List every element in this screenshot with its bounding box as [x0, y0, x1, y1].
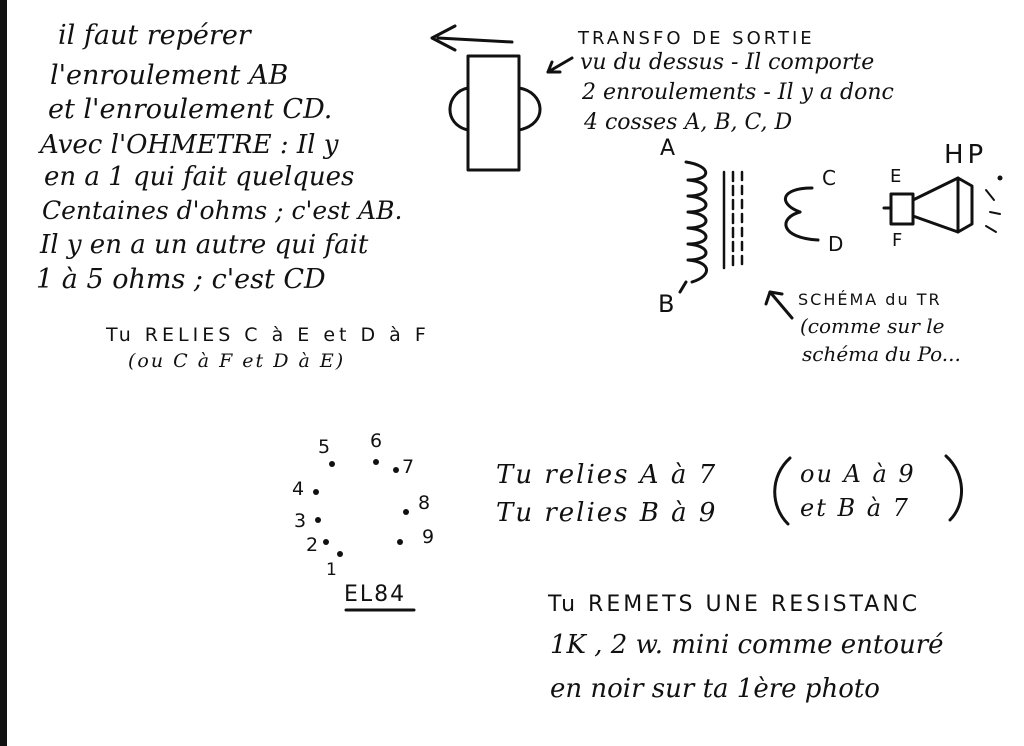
- pin-6: 6: [370, 430, 383, 452]
- wiring-alt-1: ou A à 9: [800, 460, 916, 488]
- transformer-core: [724, 172, 742, 268]
- note-line-5: en a 1 qui fait quelques: [44, 162, 355, 192]
- open-paren: [775, 458, 790, 524]
- schema-caption-3: schéma du Po...: [802, 342, 961, 366]
- note-line-1: il faut repérer: [58, 20, 251, 51]
- transfo-line-3: 2 enroulements - Il y a donc: [582, 80, 894, 105]
- label-f: F: [892, 230, 903, 251]
- pin-2: 2: [306, 534, 319, 556]
- note-line-8: 1 à 5 ohms ; c'est CD: [36, 264, 326, 295]
- pin-1: 1: [326, 560, 337, 580]
- primary-coil: [680, 162, 707, 292]
- transfo-title: TRANSFO DE SORTIE: [578, 28, 815, 49]
- pin-3: 3: [294, 510, 307, 532]
- note-line-2: l'enroulement AB: [50, 60, 289, 91]
- tube-name: EL84: [344, 582, 407, 607]
- left-arrow-icon: [432, 26, 512, 50]
- label-c: C: [822, 166, 836, 190]
- connect-line-2: (ou C à F et D à E): [128, 350, 346, 372]
- note-line-3: et l'enroulement CD.: [48, 94, 333, 125]
- pin-5: 5: [318, 436, 331, 458]
- wiring-line-2: Tu relies B à 9: [496, 498, 718, 528]
- transfo-line-4: 4 cosses A, B, C, D: [584, 110, 793, 135]
- schema-caption-1: SCHÉMA du TR: [798, 290, 942, 309]
- label-a: A: [660, 136, 676, 161]
- label-hp: HP: [944, 140, 988, 170]
- note-line-4: Avec l'OHMETRE : Il y: [40, 130, 339, 160]
- label-e: E: [890, 166, 902, 187]
- wiring-line-1: Tu relies A à 7: [496, 460, 718, 490]
- pin-4: 4: [292, 478, 305, 500]
- label-b: B: [658, 290, 675, 318]
- wiring-alt-2: et B à 7: [800, 494, 910, 522]
- resistor-line-1: Tu REMETS UNE RESISTANC: [548, 592, 921, 617]
- note-line-6: Centaines d'ohms ; c'est AB.: [42, 196, 403, 225]
- pin-7: 7: [402, 456, 415, 478]
- transformer-top-view: [450, 56, 540, 170]
- resistor-line-3: en noir sur ta 1ère photo: [550, 674, 880, 704]
- schema-caption-2: (comme sur le: [800, 314, 945, 338]
- pin-8: 8: [418, 492, 431, 514]
- speaker-sound-marks: [986, 190, 1000, 232]
- schema-pointer-arrow-icon: [766, 292, 792, 318]
- pointer-arrow-icon: [548, 58, 572, 72]
- label-d: D: [828, 232, 844, 256]
- resistor-line-2: 1K , 2 w. mini comme entouré: [550, 630, 944, 660]
- note-line-7: Il y en a un autre qui fait: [40, 230, 369, 260]
- connect-line-1: Tu RELIES C à E et D à F: [106, 324, 430, 346]
- pin-9: 9: [422, 526, 435, 548]
- transfo-line-2: vu du dessus - Il comporte: [580, 50, 875, 75]
- close-paren: [946, 456, 962, 520]
- secondary-coil: [785, 188, 818, 240]
